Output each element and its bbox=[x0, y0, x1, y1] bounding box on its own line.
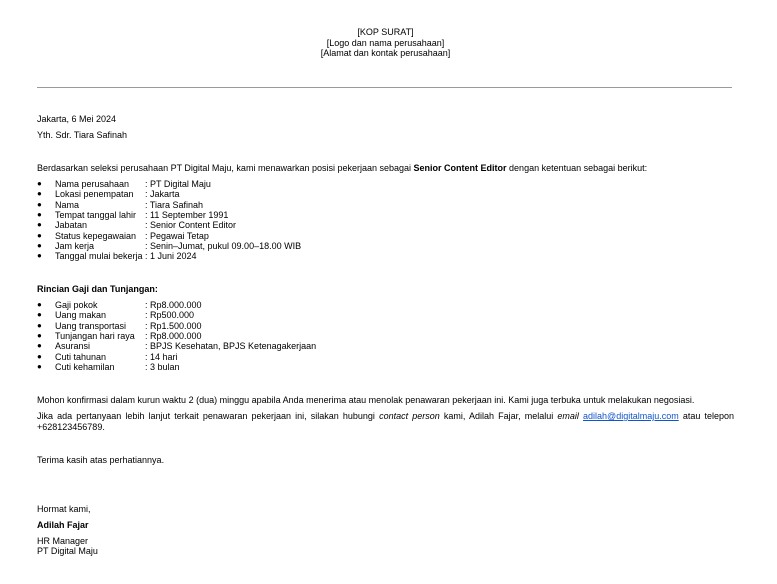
confirmation-paragraph: Mohon konfirmasi dalam kurun waktu 2 (dua) minggu apabila Anda menerima atau menolak penawaran pekerjaan ini. Kami juga terbuka untuk melakukan negosiasi. bbox=[37, 395, 695, 405]
bullet: ● bbox=[37, 189, 42, 199]
email-link[interactable]: adilah@digitalmaju.com bbox=[583, 411, 679, 421]
salary-value: : Rp1.500.000 bbox=[145, 320, 202, 331]
detail-label: Nama perusahaan bbox=[55, 179, 130, 189]
bullet: ● bbox=[37, 300, 42, 309]
detail-value: : Jakarta bbox=[145, 189, 180, 200]
detail-value: : Pegawai Tetap bbox=[145, 230, 209, 241]
salary-value: : BPJS Kesehatan, BPJS Ketenagakerjaan bbox=[145, 341, 317, 352]
salary-value: : 3 bulan bbox=[145, 362, 180, 373]
bullet: ● bbox=[37, 310, 42, 320]
detail-value: : 11 September 1991 bbox=[145, 210, 229, 221]
detail-label: Tanggal mulai bekerja bbox=[55, 251, 143, 262]
bullet: ● bbox=[37, 230, 42, 240]
detail-value: : Tiara Safinah bbox=[145, 199, 204, 210]
salary-label: Asuransi bbox=[55, 341, 91, 352]
salary-label: Cuti kehamilan bbox=[55, 362, 115, 373]
salary-value: : Rp8.000.000 bbox=[145, 300, 202, 310]
intro-text-after: dengan ketentuan sebagai berikut: bbox=[506, 163, 648, 173]
signer-company: PT Digital Maju bbox=[37, 546, 98, 556]
letterhead bbox=[0, 27, 771, 59]
detail-label: Status kepegawaian bbox=[55, 230, 137, 241]
offered-position: Senior Content Editor bbox=[413, 163, 507, 173]
intro-text-before: Berdasarkan seleksi perusahaan PT Digital Maju, kami menawarkan posisi pekerjaan sebagai bbox=[37, 163, 414, 173]
detail-value: : PT Digital Maju bbox=[145, 179, 211, 189]
signer-name: Adilah Fajar bbox=[37, 520, 89, 530]
detail-label: Jam kerja bbox=[55, 241, 95, 252]
contact-person-term: contact person bbox=[379, 411, 440, 421]
salary-value: : Rp8.000.000 bbox=[145, 331, 202, 342]
closing-line: Hormat kami, bbox=[37, 504, 91, 514]
bullet: ● bbox=[37, 362, 42, 372]
bullet: ● bbox=[37, 351, 42, 361]
salary-value: : 14 hari bbox=[145, 351, 178, 362]
salary-label: Cuti tahunan bbox=[55, 351, 107, 362]
detail-value: : Senin–Jumat, pukul 09.00–18.00 WIB bbox=[145, 241, 302, 252]
letterhead-address-placeholder: [Alamat dan kontak perusahaan] bbox=[320, 48, 451, 58]
bullet: ● bbox=[37, 251, 42, 261]
detail-value: : 1 Juni 2024 bbox=[145, 251, 197, 262]
salary-label: Tunjangan hari raya bbox=[55, 331, 135, 342]
thanks-line: Terima kasih atas perhatiannya. bbox=[37, 455, 165, 465]
signer-title: HR Manager bbox=[37, 536, 89, 546]
salary-value: : Rp500.000 bbox=[145, 310, 195, 321]
letterhead-divider bbox=[37, 87, 732, 88]
bullet: ● bbox=[37, 241, 42, 251]
contact-paragraph bbox=[37, 411, 734, 432]
detail-label: Jabatan bbox=[55, 220, 88, 231]
bullet: ● bbox=[37, 331, 42, 341]
contact-text-3: atau telepon +628123456789. bbox=[37, 411, 735, 432]
detail-label: Nama bbox=[55, 199, 80, 210]
bullet: ● bbox=[37, 199, 42, 209]
letter-date: Jakarta, 6 Mei 2024 bbox=[37, 114, 117, 124]
letterhead-logo-placeholder: [Logo dan nama perusahaan] bbox=[326, 37, 445, 48]
detail-label: Tempat tanggal lahir bbox=[55, 210, 137, 221]
salary-label: Uang transportasi bbox=[55, 320, 127, 331]
salary-label: Uang makan bbox=[55, 310, 107, 321]
contact-text-2: kami, Adilah Fajar, melalui bbox=[439, 411, 558, 421]
bullet: ● bbox=[37, 341, 42, 351]
recipient-line: Yth. Sdr. Tiara Safinah bbox=[37, 130, 128, 140]
email-term: email bbox=[557, 411, 579, 421]
salary-heading: Rincian Gaji dan Tunjangan: bbox=[37, 284, 158, 294]
bullet: ● bbox=[37, 210, 42, 220]
bullet: ● bbox=[37, 179, 42, 188]
detail-value: : Senior Content Editor bbox=[145, 220, 237, 231]
detail-label: Lokasi penempatan bbox=[55, 189, 134, 200]
salary-label: Gaji pokok bbox=[55, 300, 98, 310]
bullet: ● bbox=[37, 220, 42, 230]
intro-paragraph bbox=[37, 163, 647, 174]
contact-text-1: Jika ada pertanyaan lebih lanjut terkait penawaran pekerjaan ini, silakan hubungi bbox=[37, 411, 380, 421]
bullet: ● bbox=[37, 320, 42, 330]
letterhead-title: [KOP SURAT] bbox=[357, 27, 414, 37]
